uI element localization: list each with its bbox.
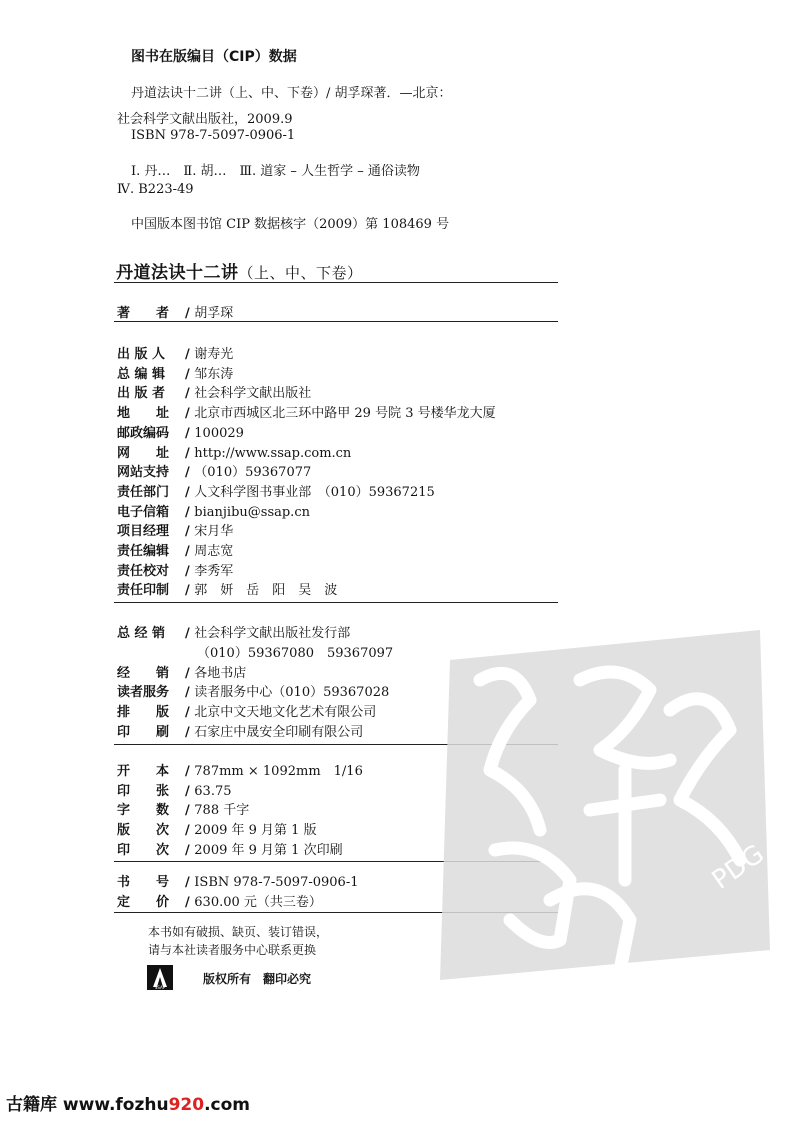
row-label: 责任印制 [117, 583, 170, 599]
info-row [117, 560, 233, 579]
footer-suffix: .com [204, 1095, 251, 1115]
info-row [117, 839, 343, 858]
row-value: bianjibu@ssap.cn [194, 504, 310, 520]
row-separator: / [185, 764, 195, 779]
watermark-text: PDG [706, 839, 770, 896]
watermark-stamp [420, 620, 780, 990]
row-separator: / [185, 347, 195, 362]
info-row [117, 520, 233, 539]
info-row [117, 799, 249, 818]
info-row [117, 701, 376, 720]
row-value: 社会科学文献出版社发行部 [194, 626, 351, 641]
info-row [117, 780, 232, 799]
row-label: 字 数 [117, 803, 170, 819]
notice-line: 本书如有破损、缺页、装订错误， [148, 925, 329, 939]
row-value: （010）59367080 59367097 [197, 645, 394, 661]
row-separator: / [185, 366, 195, 382]
info-row [117, 481, 435, 500]
row-value: 周志宽 [194, 544, 234, 559]
row-separator: / [185, 465, 195, 481]
logo-text: SSAP [154, 985, 166, 990]
row-value: 读者服务中心（010）59367028 [194, 685, 390, 701]
info-row [117, 642, 393, 661]
cip-line: ISBN 978-7-5097-0906-1 [131, 128, 296, 143]
row-label: 总 经 销 [117, 626, 166, 641]
info-row [117, 501, 310, 520]
row-separator: / [185, 895, 195, 910]
divider [114, 321, 558, 322]
info-row [117, 442, 351, 461]
info-row [117, 871, 358, 890]
row-separator: / [185, 803, 195, 819]
row-separator: / [185, 705, 195, 721]
footer-highlight: 920 [168, 1095, 205, 1115]
row-value: 630.00 元（共三卷） [194, 895, 322, 910]
row-value: 787mm × 1092mm 1/16 [194, 764, 363, 779]
info-row [117, 402, 496, 421]
info-row [117, 382, 311, 401]
row-value: 2009 年 9 月第 1 次印刷 [194, 842, 343, 858]
row-value: 社会科学文献出版社 [194, 386, 312, 402]
row-label: 电子信箱 [117, 504, 170, 520]
row-value: 邹东涛 [194, 366, 234, 382]
cip-line: Ⅳ. B223-49 [117, 182, 194, 197]
info-row [117, 819, 317, 838]
row-separator: / [185, 626, 195, 641]
footer-site [6, 1090, 250, 1115]
row-value: 63.75 [194, 783, 232, 799]
row-label: 著 者 [117, 306, 170, 321]
row-separator: / [185, 386, 195, 402]
cip-line: 中国版本图书馆 CIP 数据核字（2009）第 108469 号 [131, 217, 450, 232]
info-row [117, 891, 322, 910]
row-label: 责任校对 [117, 563, 170, 579]
row-separator: / [185, 524, 195, 540]
row-value: 石家庄中晟安全印刷有限公司 [194, 725, 364, 740]
row-separator: / [185, 563, 195, 579]
info-row [117, 363, 233, 382]
row-separator: / [185, 445, 195, 461]
divider [114, 282, 558, 283]
row-value: 北京市西城区北三环中路甲 29 号院 3 号楼华龙大厦 [194, 406, 496, 422]
row-label: 网 址 [117, 445, 170, 461]
row-label: 经 销 [117, 665, 170, 681]
row-value: 100029 [194, 425, 244, 441]
row-label: 排 版 [117, 705, 170, 721]
info-row [117, 662, 246, 681]
row-label: 地 址 [117, 406, 170, 422]
row-separator: / [185, 685, 195, 701]
divider [114, 602, 558, 603]
row-value: 谢寿光 [194, 347, 234, 362]
row-value: 胡孚琛 [194, 306, 234, 321]
row-separator: / [185, 406, 195, 422]
info-row [117, 579, 337, 598]
row-label: 出 版 人 [117, 347, 166, 362]
row-label: 书 号 [117, 875, 170, 890]
row-value: 李秀军 [194, 563, 234, 579]
row-separator: / [185, 583, 195, 599]
author-row: 著 者 / 胡孚琛 [117, 302, 233, 321]
row-separator: / [185, 823, 195, 839]
row-label: 网站支持 [117, 465, 170, 481]
row-label: 责任部门 [117, 484, 170, 500]
footer-prefix: 古籍库 www.fozhu [6, 1095, 169, 1115]
info-row [117, 461, 311, 480]
row-label: 定 价 [117, 895, 170, 910]
row-value: 788 千字 [194, 803, 250, 819]
row-separator: / [185, 544, 195, 559]
row-label: 版 次 [117, 823, 170, 839]
row-separator: / [185, 484, 195, 500]
row-separator: / [185, 875, 195, 890]
row-value: 北京中文天地文化艺术有限公司 [194, 705, 377, 721]
row-label: 印 张 [117, 783, 170, 799]
row-separator: / [185, 842, 195, 858]
info-row [117, 622, 350, 641]
book-title-main: 丹道法诀十二讲 [116, 263, 239, 283]
cip-line: 丹道法诀十二讲（上、中、下卷）/ 胡孚琛著．—北京： [131, 86, 452, 101]
row-label: 责任编辑 [117, 544, 170, 559]
info-row [117, 681, 389, 700]
info-row [117, 422, 244, 441]
row-label: 出 版 者 [117, 386, 166, 402]
book-subtitle: （上、中、下卷） [238, 264, 363, 282]
info-row [117, 343, 233, 362]
row-separator: / [185, 725, 195, 740]
row-separator: / [185, 783, 195, 799]
row-value: 人文科学图书事业部 （010）59367215 [194, 484, 435, 500]
info-row [117, 540, 233, 559]
row-value: 宋月华 [194, 524, 234, 540]
row-label: 开 本 [117, 764, 170, 779]
row-value: （010）59367077 [194, 465, 312, 481]
row-label: 总 编 辑 [117, 366, 166, 382]
row-value: ISBN 978-7-5097-0906-1 [194, 875, 359, 890]
row-separator: / [185, 504, 195, 520]
cip-line: Ⅰ. 丹… Ⅱ. 胡… Ⅲ. 道家 – 人生哲学 – 通俗读物 [131, 164, 420, 179]
row-value: 2009 年 9 月第 1 版 [194, 823, 317, 839]
row-label: 印 次 [117, 842, 170, 858]
publisher-logo [147, 965, 173, 990]
row-label: 邮政编码 [117, 425, 170, 441]
row-label: 读者服务 [117, 685, 170, 701]
row-separator: / [185, 665, 195, 681]
info-row [117, 760, 363, 779]
row-label: 印 刷 [117, 725, 170, 740]
cip-heading: 图书在版编目（CIP）数据 [131, 49, 297, 65]
copyright-text: 版权所有 翻印必究 [203, 972, 312, 986]
row-separator: / [185, 425, 195, 441]
row-value: 各地书店 [194, 665, 247, 681]
row-value: http://www.ssap.com.cn [194, 445, 352, 461]
row-label: 项目经理 [117, 524, 170, 540]
info-row [117, 721, 363, 740]
notice-line: 请与本社读者服务中心联系更换 [148, 943, 317, 957]
cip-line: 社会科学文献出版社，2009.9 [117, 112, 293, 127]
row-value: 郭 妍 岳 阳 吴 波 [194, 583, 338, 599]
book-title [116, 258, 363, 283]
